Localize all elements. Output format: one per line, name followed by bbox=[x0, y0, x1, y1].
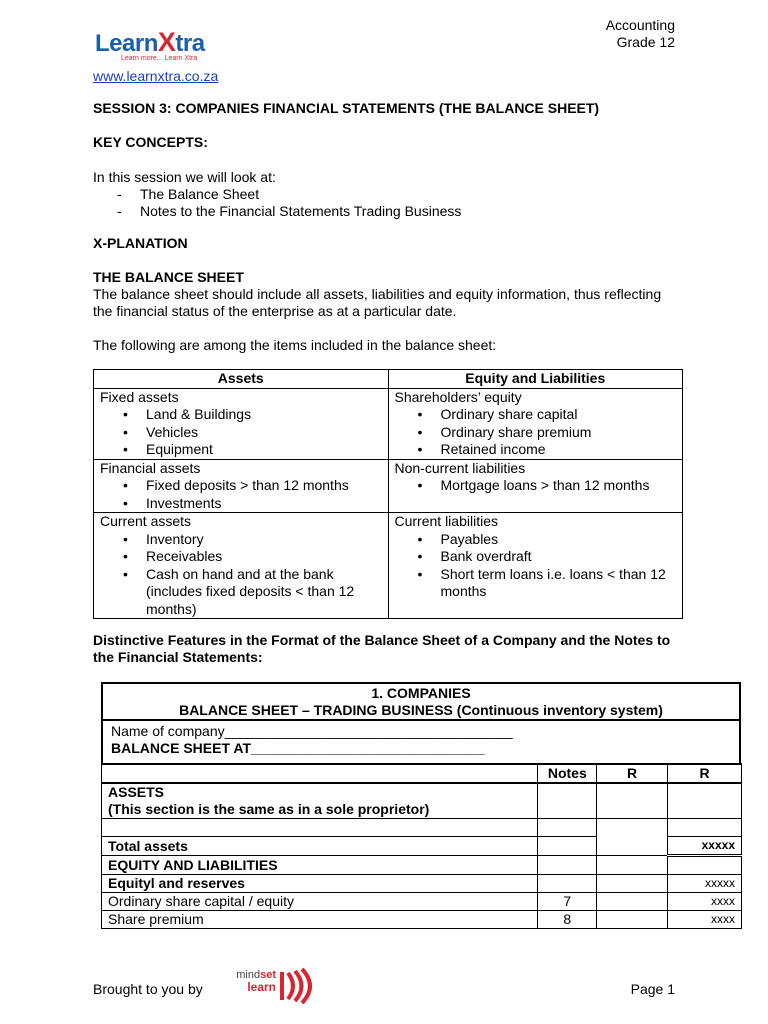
table-cell bbox=[94, 459, 389, 513]
list-item: • Ordinary share capital bbox=[395, 406, 677, 424]
table-cell bbox=[597, 783, 668, 819]
equity-liabilities-heading: EQUITY AND LIABILITIES bbox=[102, 856, 538, 875]
table-row bbox=[102, 819, 742, 837]
header-assets: Assets bbox=[94, 370, 389, 389]
mindset-learn: learn bbox=[247, 980, 276, 994]
table-row bbox=[102, 856, 742, 875]
key-concepts-list bbox=[93, 186, 683, 220]
table-cell bbox=[538, 783, 597, 819]
cell-title: Shareholders’ equity bbox=[394, 388, 522, 405]
table-header-row bbox=[94, 370, 683, 389]
table-cell bbox=[102, 764, 538, 783]
list-item: • Inventory bbox=[100, 531, 382, 549]
equity-reserves-label: Equityl and reserves bbox=[102, 875, 538, 893]
assets-heading bbox=[102, 783, 538, 819]
bullet-list bbox=[100, 477, 382, 512]
table-row bbox=[102, 911, 742, 929]
table-cell bbox=[597, 875, 668, 893]
header-subject-grade bbox=[606, 17, 675, 51]
assets-title: ASSETS bbox=[108, 784, 165, 800]
list-item: • Land & Buildings bbox=[100, 406, 382, 424]
table-cell bbox=[388, 459, 683, 513]
total-assets-label: Total assets bbox=[102, 837, 538, 856]
r2-header: R bbox=[668, 764, 742, 783]
table-cell bbox=[597, 856, 668, 875]
page-number: Page 1 bbox=[630, 981, 675, 997]
list-item: • Retained income bbox=[395, 441, 677, 459]
bs-title-bold: BALANCE SHEET – TRADING BUSINESS bbox=[179, 702, 453, 718]
table-cell bbox=[597, 911, 668, 929]
table-cell bbox=[538, 856, 597, 875]
cell-title: Non-current liabilities bbox=[394, 459, 526, 476]
list-item: • Mortgage loans > than 12 months bbox=[395, 477, 677, 495]
website-link[interactable]: www.learnxtra.co.za bbox=[93, 68, 219, 84]
logo-tra: tra bbox=[175, 30, 205, 57]
bullet-list bbox=[395, 406, 677, 459]
subject-label: Accounting bbox=[605, 17, 675, 33]
row-note: 8 bbox=[538, 911, 597, 929]
table-row bbox=[94, 388, 683, 459]
table-row bbox=[94, 513, 683, 619]
header-equity-liabilities: Equity and Liabilities bbox=[388, 370, 683, 389]
bs-title-line2 bbox=[103, 702, 739, 719]
company-name-line: Name of company_____________________________________ bbox=[111, 723, 513, 739]
table-cell bbox=[538, 837, 597, 856]
bs-title-line1: 1. COMPANIES bbox=[371, 685, 471, 701]
table-cell bbox=[668, 856, 742, 875]
table-cell bbox=[94, 388, 389, 459]
list-item: - The Balance Sheet bbox=[93, 186, 683, 203]
assets-note: (This section is the same as in a sole proprietor) bbox=[108, 801, 430, 817]
list-item: - Notes to the Financial Statements Trading Business bbox=[93, 203, 683, 220]
mindset-set: set bbox=[260, 969, 276, 981]
list-item: • Equipment bbox=[100, 441, 382, 459]
table-cell bbox=[668, 819, 742, 837]
bs-table bbox=[101, 763, 742, 929]
table-cell bbox=[538, 875, 597, 893]
table-header-row bbox=[102, 764, 742, 783]
row-value: xxxx bbox=[668, 911, 742, 929]
cell-title: Current liabilities bbox=[394, 513, 498, 529]
table-row bbox=[102, 875, 742, 893]
row-desc: Share premium bbox=[102, 911, 538, 929]
list-item: • Fixed deposits > than 12 months bbox=[100, 477, 382, 495]
table-row bbox=[94, 459, 683, 513]
list-item: • Investments bbox=[100, 495, 382, 513]
bullet-list bbox=[100, 406, 382, 459]
logo-x: X bbox=[157, 27, 176, 57]
table-cell bbox=[597, 893, 668, 911]
table-cell bbox=[388, 388, 683, 459]
notes-header: Notes bbox=[538, 764, 597, 783]
intro-content bbox=[93, 100, 683, 354]
features-heading: Distinctive Features in the Format of the Balance Sheet of a Company and the Notes to the Financial Statements: bbox=[93, 632, 671, 665]
mindset-learn-logo bbox=[232, 966, 322, 1006]
list-item: • Bank overdraft bbox=[395, 548, 677, 566]
balance-sheet-date-line: BALANCE SHEET AT______________________________ bbox=[111, 740, 485, 756]
table-cell bbox=[668, 783, 742, 819]
list-item: • Cash on hand and at the bank (includes fixed deposits < than 12 months) bbox=[100, 566, 382, 619]
mindset-mind: mind bbox=[236, 969, 261, 981]
cell-title: Current assets bbox=[100, 513, 192, 529]
row-value: xxxx bbox=[668, 893, 742, 911]
table-cell bbox=[94, 513, 389, 619]
equity-reserves-value: xxxxx bbox=[668, 875, 742, 893]
logo-tagline: Learn more... Learn Xtra bbox=[121, 55, 198, 62]
key-concepts-heading: KEY CONCEPTS: bbox=[93, 134, 208, 150]
balance-sheet-paragraph: The balance sheet should include all assets, liabilities and equity information, thus reflecting the financial status of the enterprise as at a particular date. bbox=[93, 286, 662, 319]
balance-sheet-heading: THE BALANCE SHEET bbox=[93, 269, 244, 285]
cell-title: Financial assets bbox=[100, 459, 201, 476]
list-item: • Vehicles bbox=[100, 424, 382, 442]
table-cell bbox=[102, 819, 538, 837]
bs-title-rest: (Continuous inventory system) bbox=[452, 702, 663, 718]
bullet-list bbox=[395, 477, 677, 495]
grade-label: Grade 12 bbox=[616, 34, 675, 50]
xplanation-heading: X-PLANATION bbox=[93, 235, 188, 251]
list-item: • Payables bbox=[395, 531, 677, 549]
list-item: • Ordinary share premium bbox=[395, 424, 677, 442]
key-concepts-intro: In this session we will look at: bbox=[93, 169, 276, 185]
learnxtra-logo bbox=[95, 29, 220, 69]
following-items-text: The following are among the items included in the balance sheet: bbox=[93, 337, 497, 353]
list-item: • Short term loans i.e. loans < than 12 months bbox=[395, 566, 677, 601]
table-row bbox=[102, 783, 742, 819]
cell-title: Fixed assets bbox=[100, 388, 179, 405]
list-item: • Receivables bbox=[100, 548, 382, 566]
mindset-wordmark bbox=[232, 969, 276, 993]
footer-brought-by: Brought to you by bbox=[93, 981, 203, 997]
logo-learn: Learn bbox=[95, 30, 158, 57]
session-title: SESSION 3: COMPANIES FINANCIAL STATEMENTS (THE BALANCE SHEET) bbox=[93, 100, 600, 116]
table-cell bbox=[597, 819, 668, 856]
table-cell bbox=[388, 513, 683, 619]
total-assets-value: xxxxx bbox=[668, 837, 742, 856]
bullet-list bbox=[395, 531, 677, 601]
r1-header: R bbox=[597, 764, 668, 783]
bullet-list bbox=[100, 531, 382, 619]
bs-name-block bbox=[101, 719, 741, 763]
row-desc: Ordinary share capital / equity bbox=[102, 893, 538, 911]
table-cell bbox=[538, 819, 597, 837]
bs-title bbox=[101, 682, 741, 719]
logo-wordmark bbox=[95, 29, 220, 57]
table-row bbox=[102, 893, 742, 911]
mindset-waves-icon bbox=[278, 968, 318, 1004]
balance-sheet-items-table bbox=[93, 369, 683, 619]
row-note: 7 bbox=[538, 893, 597, 911]
company-balance-sheet-format bbox=[101, 682, 742, 929]
